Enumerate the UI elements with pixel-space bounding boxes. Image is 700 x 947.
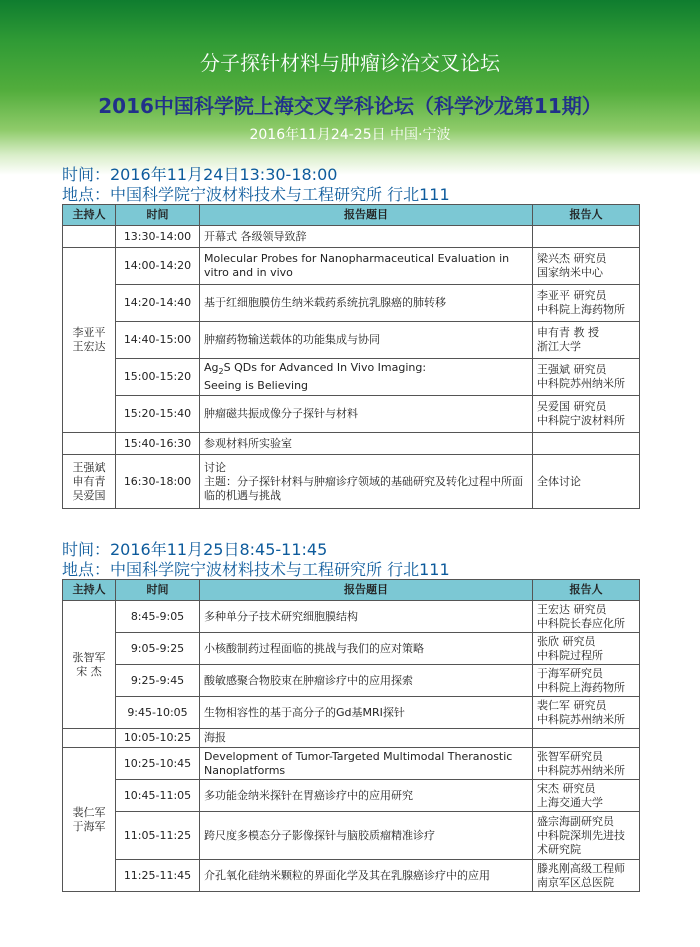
topic-cell: 多功能金纳米探针在胃癌诊疗中的应用研究 (200, 780, 533, 812)
speaker-cell (533, 697, 640, 729)
host-name: 宋 杰 (76, 664, 102, 678)
time-cell: 11:25-11:45 (116, 860, 200, 892)
host-cell (63, 729, 116, 748)
topic-cell: 小核酸制药过程面临的挑战与我们的应对策略 (200, 633, 533, 665)
topic-cell: 酸敏感聚合物胶束在肿瘤诊疗中的应用探索 (200, 665, 533, 697)
speaker-affiliation: 中科院上海药物所 (537, 303, 625, 316)
speaker-cell (533, 359, 640, 396)
speaker-affiliation: 中科院苏州纳米所 (537, 763, 625, 777)
topic-cell (200, 455, 533, 509)
day1-time: 时间：2016年11月24日13:30-18:00 (62, 165, 338, 184)
speaker-affiliation: 国家纳米中心 (537, 266, 603, 279)
host-cell (63, 248, 116, 433)
host-name: 申有青 (72, 474, 106, 488)
speaker-cell (533, 248, 640, 285)
table-row (63, 633, 640, 665)
table-row (63, 433, 640, 455)
col-host: 主持人 (63, 205, 116, 226)
speaker-cell (533, 285, 640, 322)
speaker-cell (533, 729, 640, 748)
table-row (63, 729, 640, 748)
topic-cell: 开幕式 各级领导致辞 (200, 226, 533, 248)
table-row (63, 748, 640, 780)
speaker-affiliation: 中科院上海药物所 (537, 680, 625, 694)
time-cell: 15:20-15:40 (116, 396, 200, 433)
topic-cell: 多种单分子技术研究细胞膜结构 (200, 601, 533, 633)
host-name: 裴仁军 (72, 805, 106, 819)
table-row (63, 697, 640, 729)
topic-cell: 海报 (200, 729, 533, 748)
host-name: 于海军 (72, 819, 106, 833)
speaker-name: 张欣 研究员 (537, 634, 596, 648)
speaker-affiliation: 上海交通大学 (537, 795, 603, 809)
time-cell: 10:05-10:25 (116, 729, 200, 748)
time-cell: 10:45-11:05 (116, 780, 200, 812)
time-cell: 14:40-15:00 (116, 322, 200, 359)
speaker-name: 申有青 教 授 (537, 326, 599, 339)
forum-date: 2016年11月24-25日 中国·宁波 (249, 127, 451, 143)
host-cell (63, 455, 116, 509)
host-name: 王宏达 (72, 340, 106, 353)
topic-cell: Molecular Probes for Nanopharmaceutical Evaluation in vitro and in vivo (200, 248, 533, 285)
table-row (63, 248, 640, 285)
table-row (63, 780, 640, 812)
day1-schedule-table (62, 204, 640, 509)
speaker-cell (533, 433, 640, 455)
forum-title: 分子探针材料与肿瘤诊治交叉论坛 (200, 51, 500, 75)
topic-cell: 肿瘤磁共振成像分子探针与材料 (200, 396, 533, 433)
host-name: 王强斌 (72, 460, 106, 474)
day2-schedule-table (62, 579, 640, 892)
speaker-name: 李亚平 研究员 (537, 289, 607, 302)
col-topic: 报告题目 (200, 205, 533, 226)
topic-text: 主题：分子探针材料与肿瘤诊疗领域的基础研究及转化过程中所面临的机遇与挑战 (204, 474, 523, 502)
time-cell: 9:25-9:45 (116, 665, 200, 697)
host-name: 张智军 (72, 650, 106, 664)
speaker-affiliation: 术研究院 (537, 842, 581, 856)
table-row (63, 285, 640, 322)
topic-cell: 参观材料所实验室 (200, 433, 533, 455)
table-row (63, 226, 640, 248)
speaker-name: 滕兆刚高级工程师 (537, 861, 625, 875)
topic-subscript: 2 (218, 367, 224, 377)
time-cell: 8:45-9:05 (116, 601, 200, 633)
col-speaker: 报告人 (533, 205, 640, 226)
host-cell (63, 601, 116, 729)
table-row (63, 860, 640, 892)
host-cell (63, 433, 116, 455)
speaker-cell (533, 748, 640, 780)
col-speaker: 报告人 (533, 580, 640, 601)
speaker-cell (533, 860, 640, 892)
time-cell: 14:00-14:20 (116, 248, 200, 285)
table-row (63, 455, 640, 509)
topic-text: Ag (204, 360, 219, 374)
time-cell: 9:05-9:25 (116, 633, 200, 665)
speaker-affiliation: 中科院苏州纳米所 (537, 712, 625, 726)
topic-cell: 肿瘤药物输送载体的功能集成与协同 (200, 322, 533, 359)
time-cell: 15:40-16:30 (116, 433, 200, 455)
col-time: 时间 (116, 580, 200, 601)
day2-time: 时间：2016年11月25日8:45-11:45 (62, 540, 328, 559)
time-cell: 16:30-18:00 (116, 455, 200, 509)
speaker-affiliation: 中科院深圳先进技 (537, 828, 625, 842)
topic-cell: Development of Tumor-Targeted Multimodal Theranostic Nanoplatforms (200, 748, 533, 780)
topic-cell: 基于红细胞膜仿生纳米载药系统抗乳腺癌的肺转移 (200, 285, 533, 322)
host-cell (63, 748, 116, 892)
table-row (63, 665, 640, 697)
speaker-cell (533, 396, 640, 433)
topic-text: S QDs for Advanced In Vivo Imaging: (223, 360, 427, 374)
speaker-affiliation: 浙江大学 (537, 340, 581, 353)
speaker-affiliation: 中科院宁波材料所 (537, 414, 625, 427)
col-topic: 报告题目 (200, 580, 533, 601)
speaker-cell (533, 812, 640, 860)
time-cell: 13:30-14:00 (116, 226, 200, 248)
speaker-cell (533, 226, 640, 248)
speaker-name: 盛宗海副研究员 (537, 814, 614, 828)
time-cell: 9:45-10:05 (116, 697, 200, 729)
time-cell: 14:20-14:40 (116, 285, 200, 322)
topic-text: Seeing is Believing (204, 379, 309, 393)
host-cell (63, 226, 116, 248)
topic-cell: 生物相容性的基于高分子的Gd基MRI探针 (200, 697, 533, 729)
day1-place: 地点：中国科学院宁波材料技术与工程研究所 行北111 (62, 185, 450, 204)
speaker-cell: 全体讨论 (533, 455, 640, 509)
table-row (63, 322, 640, 359)
col-time: 时间 (116, 205, 200, 226)
speaker-affiliation: 中科院过程所 (537, 648, 603, 662)
topic-cell (200, 359, 533, 396)
speaker-name: 于海军研究员 (537, 666, 603, 680)
speaker-name: 梁兴杰 研究员 (537, 252, 607, 265)
speaker-cell (533, 322, 640, 359)
table-header-row (63, 205, 640, 226)
speaker-cell (533, 633, 640, 665)
table-header-row (63, 580, 640, 601)
speaker-affiliation: 中科院苏州纳米所 (537, 377, 625, 390)
topic-cell: 跨尺度多模态分子影像探针与脑胶质瘤精准诊疗 (200, 812, 533, 860)
speaker-name: 裴仁军 研究员 (537, 698, 607, 712)
topic-text: 讨论 (204, 460, 226, 474)
topic-cell: 介孔氧化硅纳米颗粒的界面化学及其在乳腺癌诊疗中的应用 (200, 860, 533, 892)
host-name: 李亚平 (72, 326, 106, 339)
speaker-cell (533, 780, 640, 812)
table-row (63, 601, 640, 633)
col-host: 主持人 (63, 580, 116, 601)
table-row (63, 812, 640, 860)
speaker-name: 王强斌 研究员 (537, 363, 607, 376)
speaker-affiliation: 南京军区总医院 (537, 875, 614, 889)
day2-place: 地点：中国科学院宁波材料技术与工程研究所 行北111 (62, 560, 450, 579)
speaker-affiliation: 中科院长春应化所 (537, 616, 625, 630)
forum-subtitle: 2016中国科学院上海交叉学科论坛（科学沙龙第11期） (98, 94, 602, 118)
speaker-cell (533, 665, 640, 697)
time-cell: 15:00-15:20 (116, 359, 200, 396)
time-cell: 11:05-11:25 (116, 812, 200, 860)
header-banner (0, 0, 700, 150)
speaker-name: 吴爱国 研究员 (537, 400, 607, 413)
host-name: 吴爱国 (72, 488, 106, 502)
speaker-name: 宋杰 研究员 (537, 781, 596, 795)
speaker-cell (533, 601, 640, 633)
table-row (63, 359, 640, 396)
time-cell: 10:25-10:45 (116, 748, 200, 780)
speaker-name: 王宏达 研究员 (537, 602, 607, 616)
speaker-name: 张智军研究员 (537, 749, 603, 763)
table-row (63, 396, 640, 433)
